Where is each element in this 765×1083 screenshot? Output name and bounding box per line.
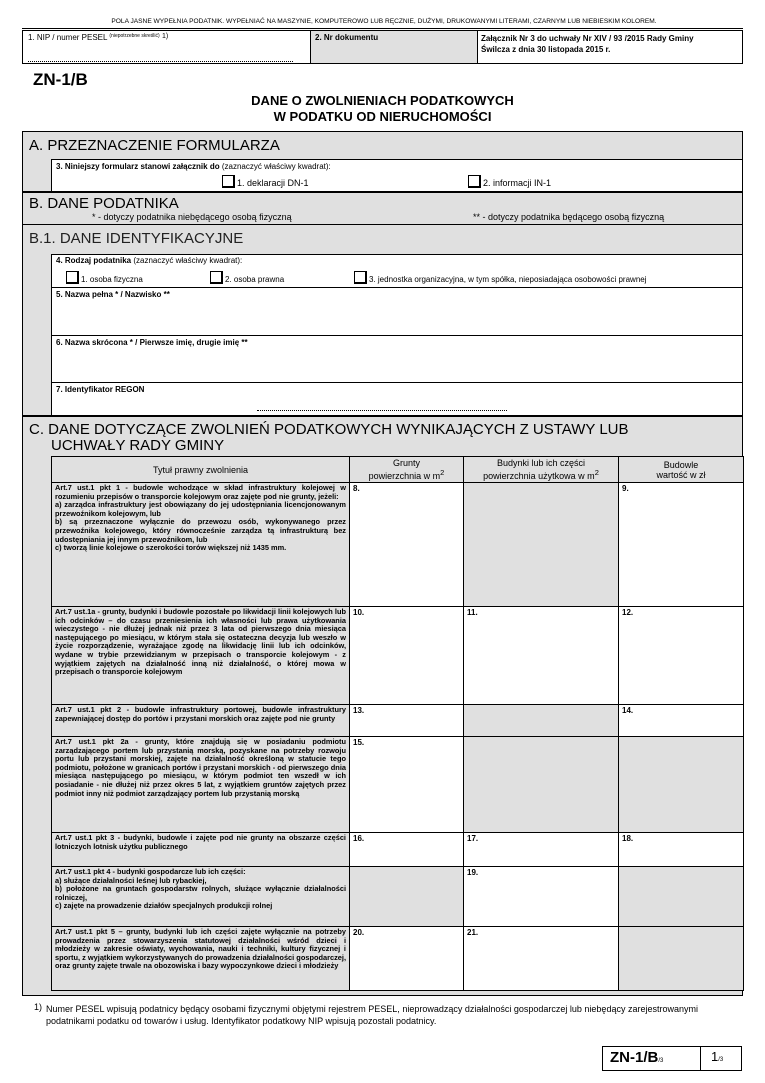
disabled-cell (619, 867, 744, 927)
exemption-title: Art.7 ust.1 pkt 2a - grunty, które znajdują się w posiadaniu podmiotu zarządzającego portem lub przystanią morską, pozyskane na potrzeby rozwoju portu lub przystani morskiej, zajęte na działalność określoną w statucie tego podmiotu, położone w granicach portów i przystani morskich - od pierwszego dnia miesiąca następującego po miesiącu, w którym podmiot ten wszedł w ich posiadanie - nie dłużej niż przez okres 5 lat, z wyjątkiem gruntów zajętych przez podmiot inny niż podmiot zarządzający portem lub przystanią morską (52, 737, 350, 833)
amount-field[interactable]: 8. (350, 483, 464, 607)
disabled-cell (464, 737, 619, 833)
checkbox-icon[interactable] (354, 271, 367, 284)
taxpayer-type-unit[interactable]: 3. jednostka organizacyjna, w tym spółka, nieposiadająca osobowości prawnej (354, 271, 647, 284)
section-b1-title: B.1. DANE IDENTYFIKACYJNE (29, 230, 244, 247)
section-c-title: C. DANE DOTYCZĄCE ZWOLNIEŃ PODATKOWYCH WYNIKAJĄCYCH Z USTAWY LUB UCHWAŁY RADY GMINY (29, 421, 629, 454)
option-in1[interactable]: 2. informacji IN-1 (468, 175, 551, 188)
option-dn1[interactable]: 1. deklaracji DN-1 (222, 175, 309, 188)
field-7-label: 7. Identyfikator REGON (56, 385, 145, 394)
nip-label: 1. NIP / numer PESEL (28, 33, 108, 42)
exemption-title: Art.7 ust.1 pkt 1 - budowle wchodzące w skład infrastruktury kolejowej w rozumieniu przepisów o transporcie kolejowym oraz zajęte pod nie grunty, jeżeli: a) zarządca infrastruktury jest obowiązany do jej udostępniania licencjonowanym przewoźnikom kolejowym, lub b) są przeznaczone wyłącznie do przewozu osób, wykonywanego przez przewoźnika kolejowego, który równocześnie zarządza tą infrastrukturą bez udostępniania jej innym przewoźnikom, lub c) tworzą linie kolejowe o szerokości torów większej niż 1435 mm. (52, 483, 350, 607)
amount-field[interactable]: 10. (350, 607, 464, 705)
field-4-label: 4. Rodzaj podatnika (56, 256, 132, 265)
amount-field[interactable]: 13. (350, 705, 464, 737)
checkbox-icon[interactable] (66, 271, 79, 284)
taxpayer-type-natural[interactable]: 1. osoba fizyczna (66, 271, 143, 284)
form-code: ZN-1/B (33, 70, 88, 89)
checkbox-icon[interactable] (468, 175, 481, 188)
attachment-note: Załącznik Nr 3 do uchwały Nr XIV / 93 /2015 Rady Gminy Świlcza z dnia 30 listopada 2015 r. (481, 34, 694, 54)
col-structures: Budowle wartość w zł (619, 457, 744, 483)
table-row (52, 833, 744, 867)
doc-number-label: 2. Nr dokumentu (315, 33, 379, 42)
field-3-label: 3. Niniejszy formularz stanowi załącznik do (56, 162, 220, 171)
field-3-note: (zaznaczyć właściwy kwadrat): (221, 162, 331, 171)
checkbox-icon[interactable] (210, 271, 223, 284)
page-title: DANE O ZWOLNIENIACH PODATKOWYCH W PODATKU OD NIERUCHOMOŚCI (251, 93, 514, 124)
amount-field[interactable]: 12. (619, 607, 744, 705)
top-rule (22, 28, 743, 29)
table-row (52, 927, 744, 991)
footnote-text: Numer PESEL wpisują podatnicy będący osobami fizycznymi objętymi rejestrem PESEL, nieprowadzący działalności gospodarczej lub niebędący zarejestrowanymi podatnikami podatku od towarów i usług. Identyfikator podatkowy NIP wpisują pozostali podatnicy. (46, 1004, 698, 1026)
table-row (52, 737, 744, 833)
table-row (52, 867, 744, 927)
table-row (52, 705, 744, 737)
disabled-cell (464, 483, 619, 607)
disabled-cell (619, 737, 744, 833)
amount-field[interactable]: 14. (619, 705, 744, 737)
exemptions-table (51, 456, 744, 991)
page-number: 1/3 (711, 1049, 724, 1064)
disabled-cell (464, 705, 619, 737)
amount-field[interactable]: 15. (350, 737, 464, 833)
exemption-title: Art.7 ust.1 pkt 2 - budowle infrastruktury portowej, budowle infrastruktury zapewniającej dostęp do portów i przystani morskich oraz zajęte pod nie grunty (52, 705, 350, 737)
field-4-note: (zaznaczyć właściwy kwadrat): (133, 256, 243, 265)
field-6-label: 6. Nazwa skrócona * / Pierwsze imię, drugie imię ** (56, 338, 248, 347)
amount-field[interactable]: 18. (619, 833, 744, 867)
amount-field[interactable]: 11. (464, 607, 619, 705)
taxpayer-type-legal[interactable]: 2. osoba prawna (210, 271, 284, 284)
amount-field[interactable]: 17. (464, 833, 619, 867)
footnote-mark: 1) (34, 1002, 43, 1012)
amount-field[interactable]: 16. (350, 833, 464, 867)
amount-field[interactable]: 21. (464, 927, 619, 991)
exemption-title: Art.7 ust.1 pkt 4 - budynki gospodarcze lub ich części: a) służące działalności leśnej lub rybackiej, b) położone na gruntach gospodarstw rolnych, służące wyłącznie działalności rolniczej, c) zajęte na prowadzenie działów specjalnych produkcji rolnej (52, 867, 350, 927)
disabled-cell (619, 927, 744, 991)
col-buildings: Budynki lub ich części powierzchnia użytkowa w $m^2$ (464, 457, 619, 483)
nip-footnote-ref: 1) (161, 33, 169, 40)
section-a-title: A. PRZEZNACZENIE FORMULARZA (29, 137, 280, 154)
checkbox-icon[interactable] (222, 175, 235, 188)
disabled-cell (350, 867, 464, 927)
exemption-title: Art.7 ust.1 pkt 3 - budynki, budowle i zajęte pod nie grunty na obszarze części lotniczych lotnisk użytku publicznego (52, 833, 350, 867)
note-natural: ** - dotyczy podatnika będącego osobą fizyczną (473, 212, 665, 222)
nip-label-wrap (28, 33, 168, 42)
amount-field[interactable]: 19. (464, 867, 619, 927)
fill-instruction: POLA JASNE WYPEŁNIA PODATNIK. WYPEŁNIAĆ NA MASZYNIE, KOMPUTEROWO LUB RĘCZNIE, DUŻYMI, DRUKOWANYMI LITERAMI, CZARNYM LUB NIEBIESKIM KOLOREM. (111, 18, 657, 25)
regon-dotted-line (257, 410, 507, 411)
col-legal-title: Tytuł prawny zwolnienia (52, 457, 350, 483)
field-5-label: 5. Nazwa pełna * / Nazwisko ** (56, 290, 170, 299)
amount-field[interactable]: 9. (619, 483, 744, 607)
section-b-title: B. DANE PODATNIKA (29, 195, 179, 212)
nip-note: (niepotrzebne skreślić) (109, 33, 160, 39)
col-land: Grunty powierzchnia w $m^2$ (350, 457, 464, 483)
amount-field[interactable]: 20. (350, 927, 464, 991)
note-non-natural: * - dotyczy podatnika niebędącego osobą fizyczną (92, 212, 292, 222)
table-row (52, 607, 744, 705)
table-row (52, 483, 744, 607)
footer-form-code: ZN-1/B/3 (610, 1049, 664, 1066)
exemption-title: Art.7 ust.1 pkt 5 – grunty, budynki lub ich części zajęte wyłącznie na potrzeby prowadzenia przez stowarzyszenia statutowej działalności wśród dzieci i młodzieży w zakresie oświaty, wychowania, nauki i techniki, kultury fizycznej i sportu, z wyjątkiem wykorzystywanych do prowadzenia działalności gospodarczej, oraz grunty zajęte trwale na obozowiska i bazy wypoczynkowe dzieci i młodzieży (52, 927, 350, 991)
nip-input[interactable] (28, 55, 293, 62)
exemption-title: Art.7 ust.1a - grunty, budynki i budowle pozostałe po likwidacji linii kolejowych lub ich odcinków – do czasu przeniesienia ich własności lub prawa użytkowania wieczystego - nie dłużej jednak niż przez 3 lata od pierwszego dnia miesiąca następującego po miesiącu, w którym stała się ostateczna decyzja lub weszło w życie rozporządzenie, wyrażające zgodę na likwidację linii lub ich odcinków, wydane w trybie przewidzianym w przepisach o transporcie kolejowym - z wyjątkiem zajętych na działalność inną niż działalność, o której mowa w przepisach o transporcie kolejowym (52, 607, 350, 705)
